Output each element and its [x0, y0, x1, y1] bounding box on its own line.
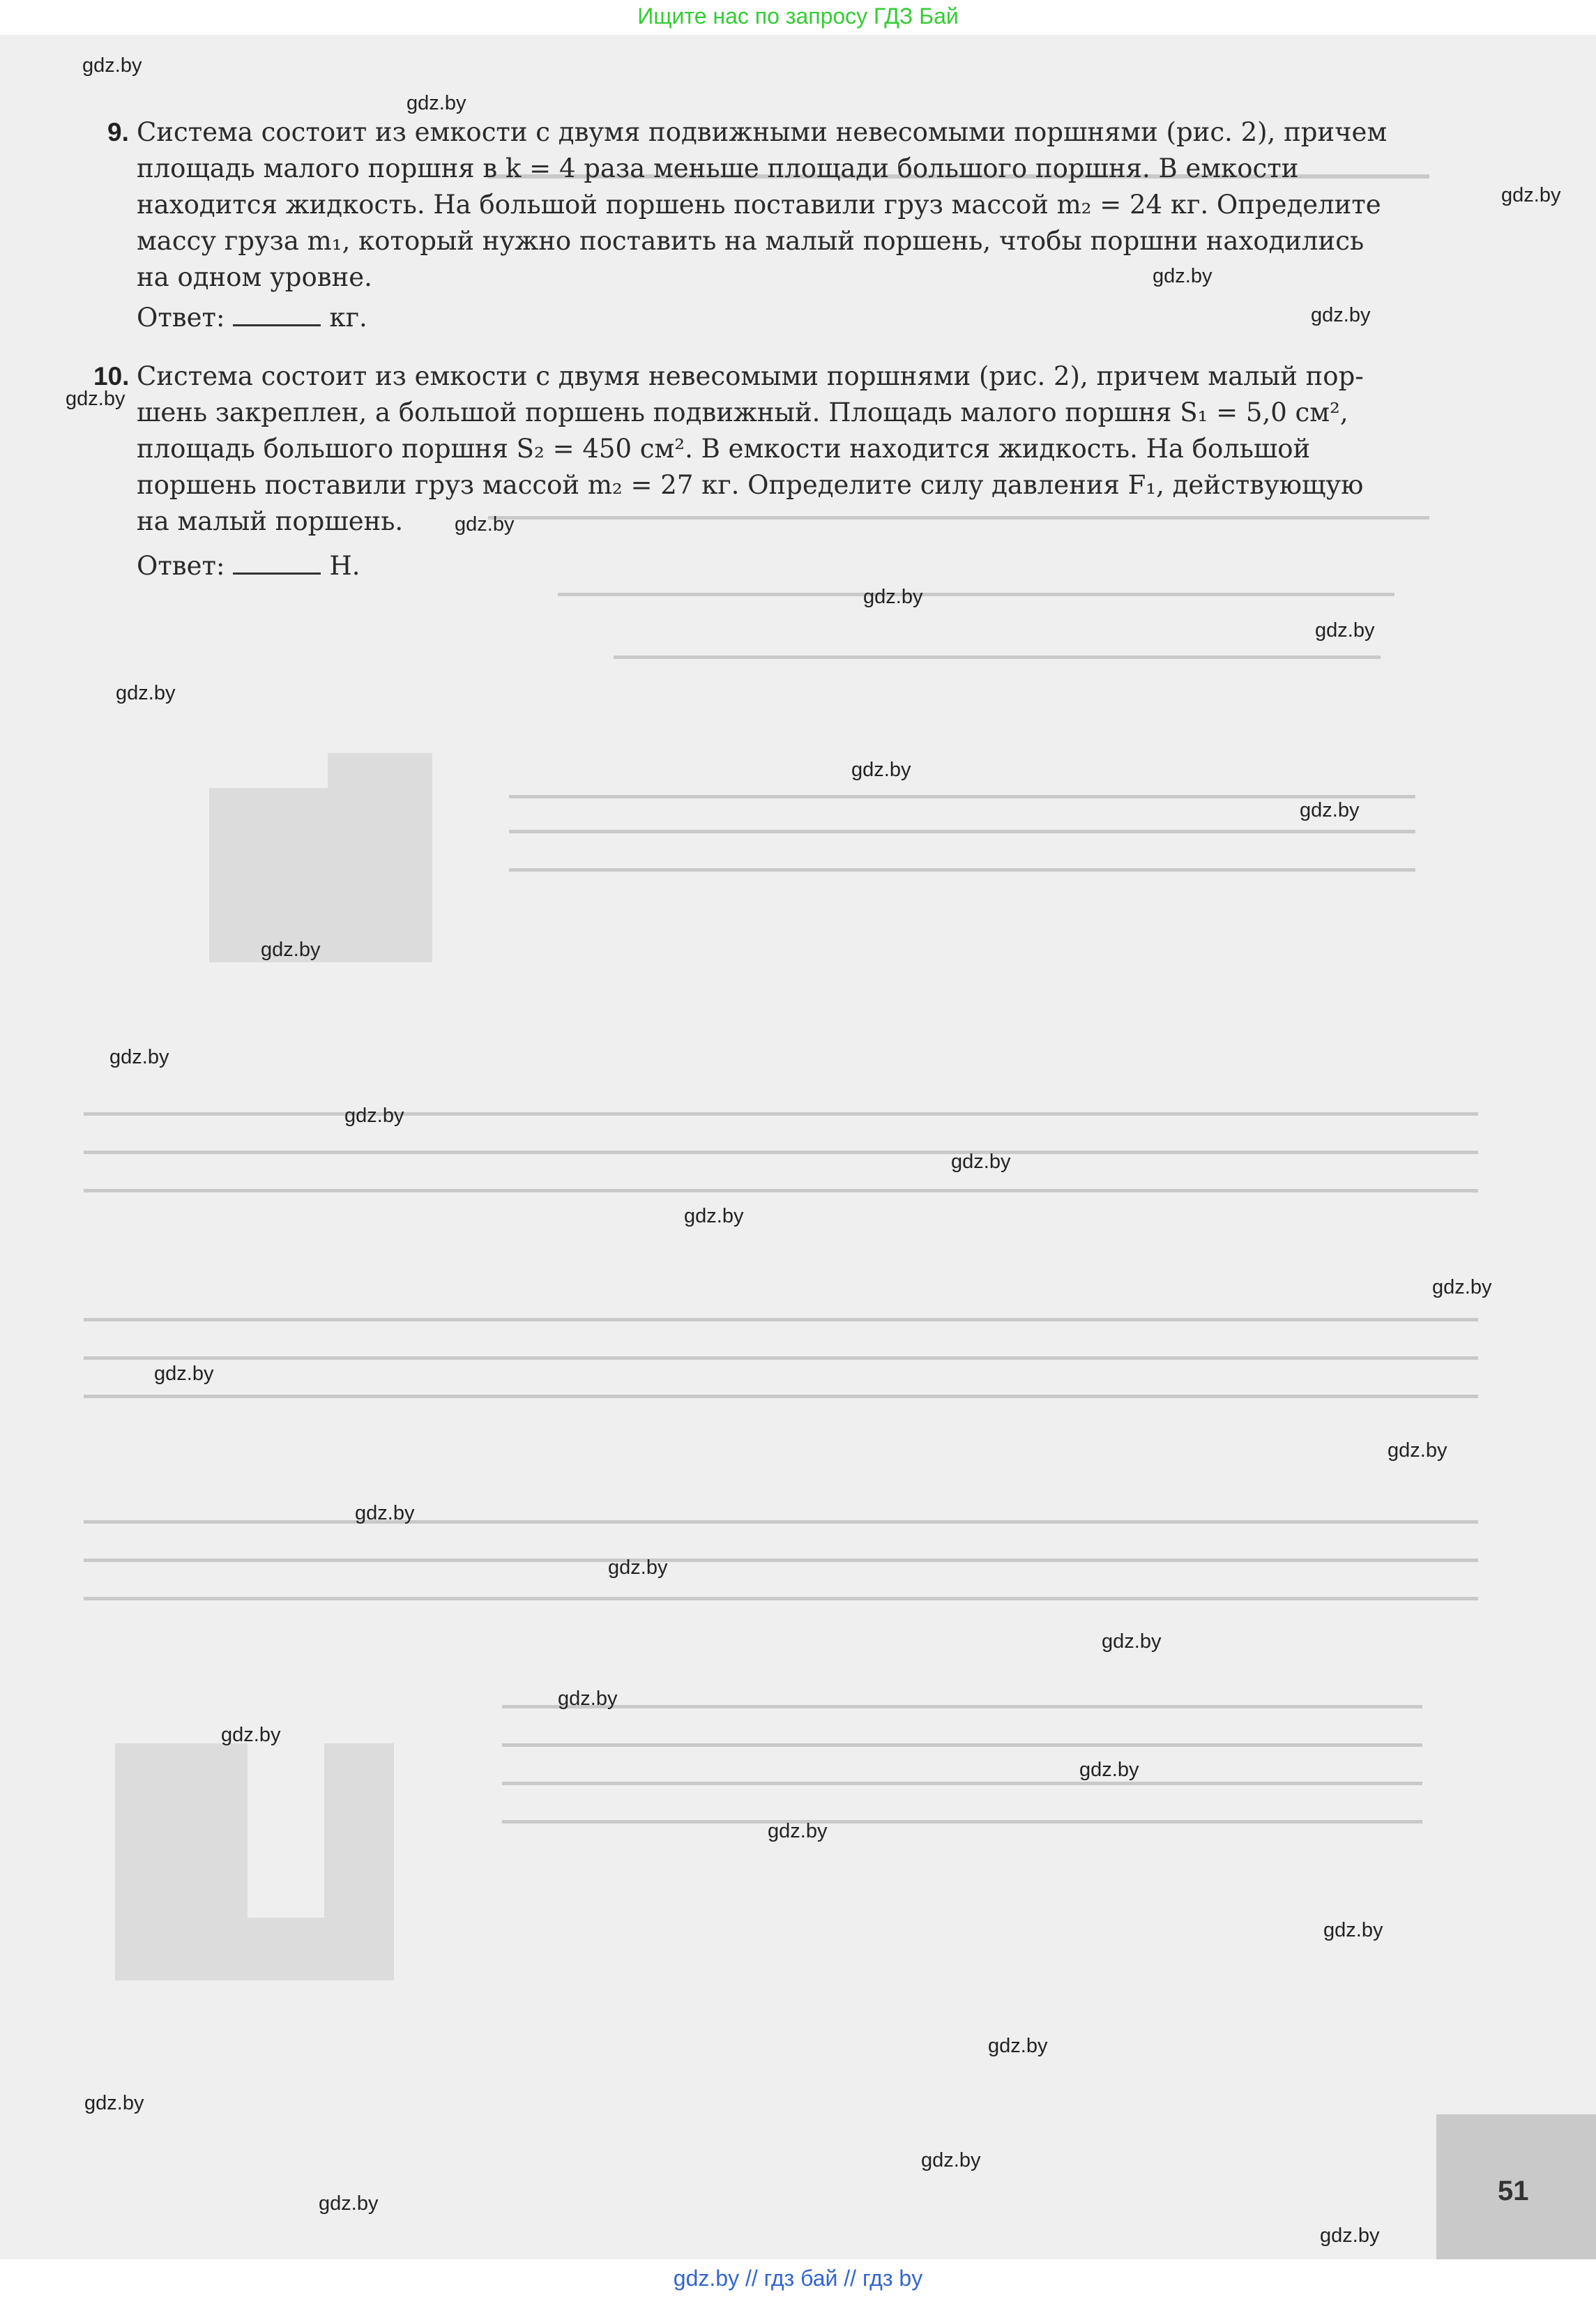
problem-line: на одном уровне.: [137, 262, 372, 292]
watermark: gdz.by: [1388, 1439, 1447, 1462]
watermark: gdz.by: [1315, 619, 1375, 642]
header-banner[interactable]: Ищите нас по запросу ГДЗ Бай: [0, 0, 1596, 35]
watermark: gdz.by: [66, 388, 126, 410]
watermark: gdz.by: [988, 2035, 1048, 2057]
ghost-rule: [84, 1151, 1478, 1154]
problem-line: площадь большого поршня S₂ = 450 см². В емкости находится жидкость. На большой: [137, 434, 1311, 464]
ghost-rule: [509, 795, 1415, 798]
ghost-rule: [84, 1597, 1478, 1600]
footer-banner[interactable]: gdz.by // гдз бай // гдз by: [0, 2259, 1596, 2297]
problem-line: Система состоит из емкости с двумя подвижными невесомыми поршнями (рис. 2), причем: [137, 117, 1388, 147]
watermark: gdz.by: [116, 682, 176, 704]
watermark: gdz.by: [1300, 799, 1360, 821]
answer-unit: кг.: [329, 303, 367, 333]
watermark: gdz.by: [1102, 1630, 1162, 1653]
problem-line: массу груза m₁, который нужно поставить на малый поршень, чтобы поршни находились: [137, 226, 1365, 256]
watermark: gdz.by: [84, 2092, 144, 2114]
watermark: gdz.by: [82, 54, 142, 77]
watermark: gdz.by: [684, 1205, 744, 1227]
page-number: 51: [1498, 2176, 1529, 2206]
watermark: gdz.by: [455, 513, 515, 536]
ghost-rule: [502, 1820, 1422, 1824]
watermark: gdz.by: [261, 939, 321, 961]
watermark: gdz.by: [768, 1820, 828, 1842]
ghost-rule: [502, 1705, 1422, 1708]
ghost-figure-1: [209, 788, 432, 962]
watermark: gdz.by: [863, 586, 923, 608]
ghost-rule: [84, 1395, 1478, 1398]
answer-line-10: [137, 551, 360, 581]
ghost-rule: [84, 1189, 1478, 1192]
watermark: gdz.by: [558, 1688, 618, 1710]
problem-line: находится жидкость. На большой поршень поставили груз массой m₂ = 24 кг. Определите: [137, 190, 1381, 220]
watermark: gdz.by: [344, 1105, 404, 1127]
watermark: gdz.by: [951, 1151, 1011, 1173]
problem-9: [107, 114, 1492, 296]
ghost-rule: [509, 830, 1415, 833]
ghost-rule: [509, 868, 1415, 872]
problem-line: шень закреплен, а большой поршень подвижный. Площадь малого поршня S₁ = 5,0 см²,: [137, 397, 1348, 427]
watermark: gdz.by: [1153, 265, 1213, 287]
problem-number: 10.: [93, 362, 130, 391]
watermark: gdz.by: [1311, 304, 1371, 326]
answer-blank[interactable]: [233, 552, 321, 575]
problem-number: 9.: [107, 118, 129, 146]
problem-line: Система состоит из емкости с двумя невесомыми поршнями (рис. 2), причем малый пор-: [137, 361, 1364, 391]
watermark: gdz.by: [1432, 1276, 1492, 1298]
ghost-rule: [84, 1112, 1478, 1116]
problem-line: площадь малого поршня в k = 4 раза меньше площади большого поршня. В емкости: [137, 153, 1299, 183]
ghost-rule: [558, 593, 1394, 596]
watermark: gdz.by: [221, 1724, 281, 1746]
watermark: gdz.by: [355, 1502, 415, 1524]
ghost-rule: [84, 1559, 1478, 1562]
answer-line-9: [137, 303, 367, 333]
watermark: gdz.by: [921, 2149, 981, 2171]
watermark: gdz.by: [109, 1046, 169, 1068]
watermark: gdz.by: [406, 92, 466, 114]
watermark: gdz.by: [608, 1556, 668, 1579]
ghost-figure-1-top: [328, 753, 432, 795]
ghost-rule: [614, 655, 1381, 659]
ghost-rule: [84, 1356, 1478, 1360]
ghost-rule: [502, 1743, 1422, 1747]
workbook-page: [0, 35, 1596, 2259]
ghost-rule: [502, 1782, 1422, 1785]
watermark: gdz.by: [851, 759, 911, 781]
watermark: gdz.by: [1320, 2224, 1380, 2247]
problem-line: поршень поставили груз массой m₂ = 27 кг. Определите силу давления F₁, действующую: [137, 470, 1364, 500]
problem-line: на малый поршень.: [137, 506, 404, 536]
watermark: gdz.by: [1501, 184, 1561, 206]
watermark: gdz.by: [319, 2192, 379, 2215]
answer-label: Ответ:: [137, 303, 225, 333]
answer-unit: Н.: [329, 551, 360, 581]
watermark: gdz.by: [1079, 1759, 1139, 1781]
answer-blank[interactable]: [233, 303, 321, 326]
watermark: gdz.by: [154, 1363, 214, 1385]
ghost-rule: [84, 1318, 1478, 1321]
ghost-rule: [84, 1520, 1478, 1524]
watermark: gdz.by: [1323, 1919, 1383, 1941]
answer-label: Ответ:: [137, 551, 225, 581]
